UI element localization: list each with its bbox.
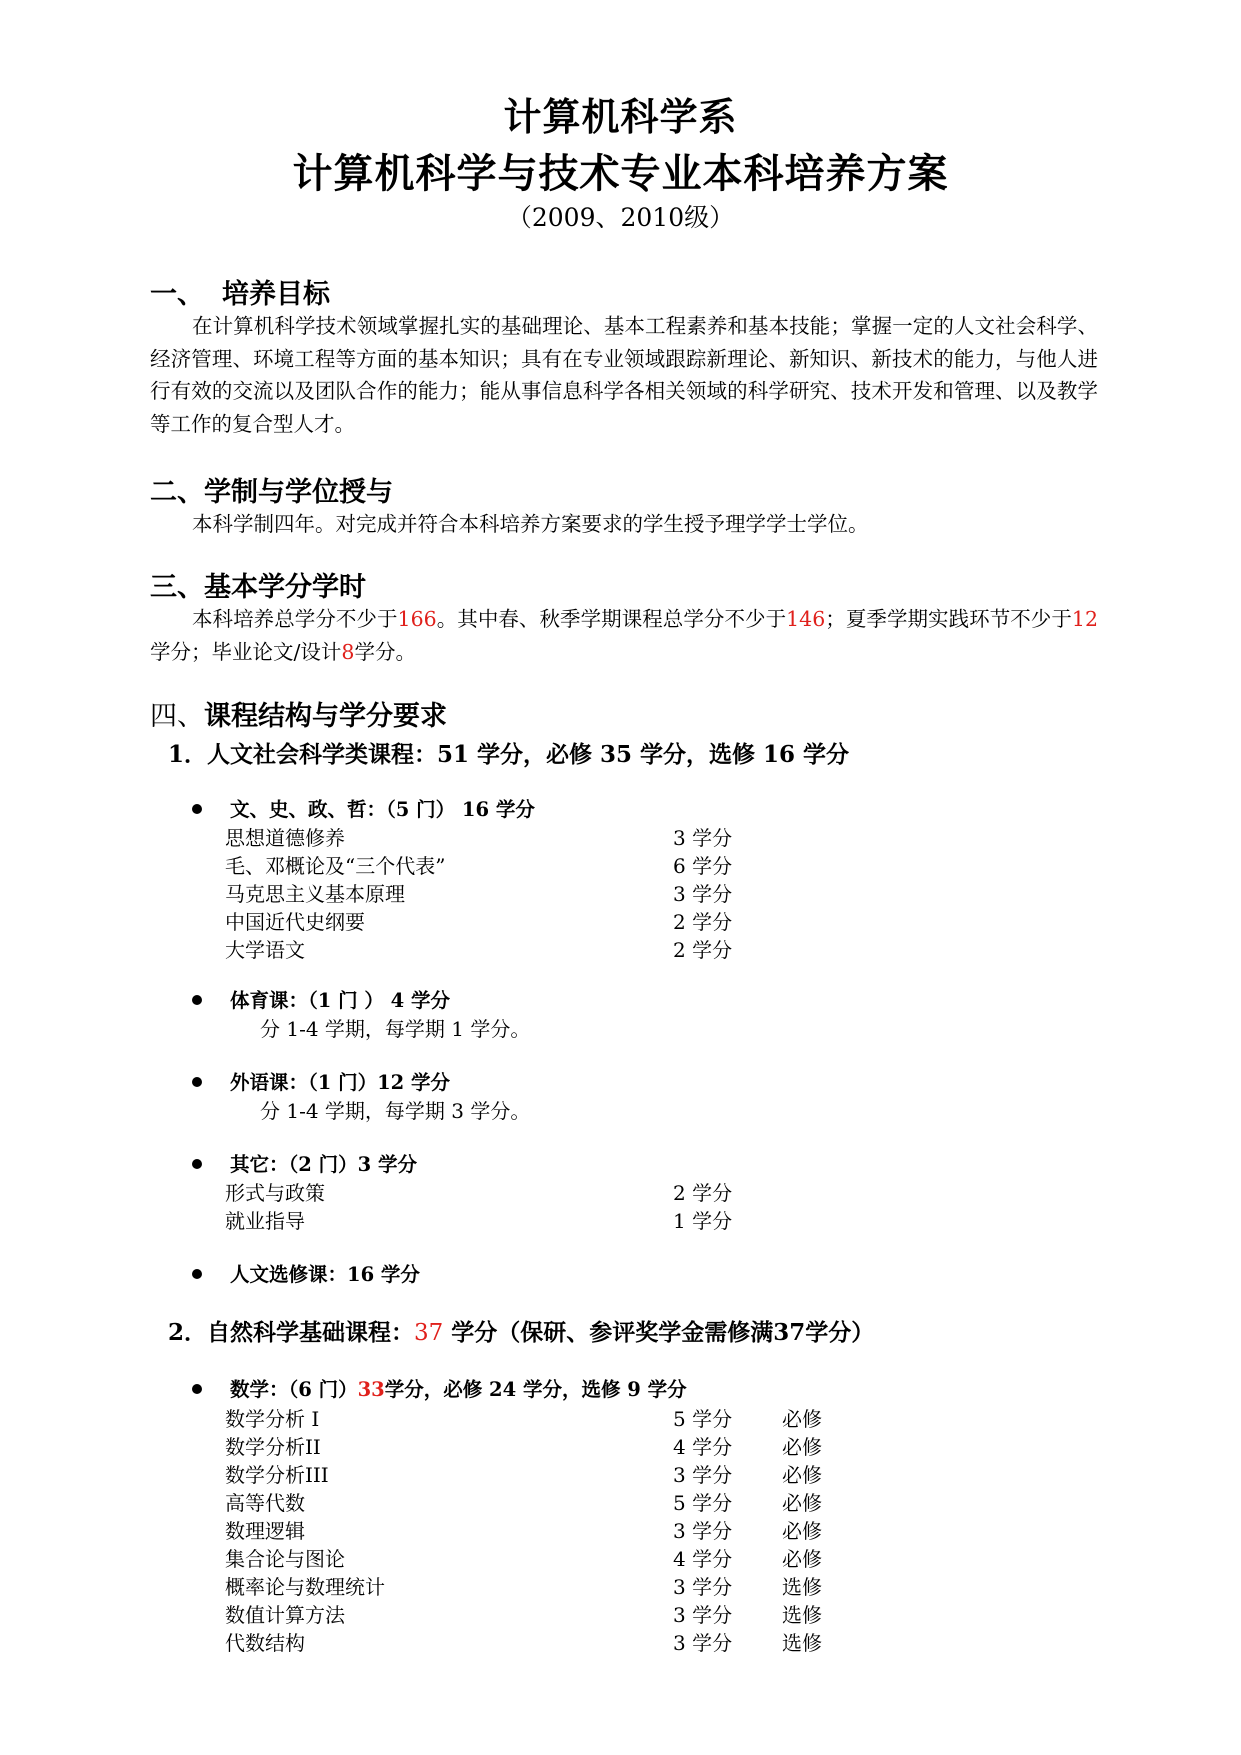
text-segment: 学分。 bbox=[354, 639, 416, 664]
bullet-label: 数学：（6 门） bbox=[230, 1378, 358, 1401]
summer-credits-value: 12 bbox=[1071, 607, 1099, 631]
semester-credits-value: 146 bbox=[786, 607, 826, 631]
course-row bbox=[225, 1543, 925, 1571]
text-segment: 学分；毕业论文/设计 bbox=[150, 639, 342, 664]
course-credit: 3 学分 bbox=[673, 882, 733, 906]
section-3-number: 三、 bbox=[150, 572, 204, 603]
course-name: 数学分析III bbox=[225, 1463, 329, 1487]
course-credit: 3 学分 bbox=[673, 826, 733, 850]
section-1-number: 一、 bbox=[150, 279, 204, 310]
text-segment: 。其中春、秋季学期课程总学分不少于 bbox=[436, 607, 787, 631]
course-name: 高等代数 bbox=[225, 1491, 305, 1515]
course-name: 形式与政策 bbox=[225, 1181, 325, 1205]
course-credit: 2 学分 bbox=[673, 1181, 733, 1205]
section-1-title: 培养目标 bbox=[222, 279, 330, 310]
section-1-heading bbox=[150, 272, 330, 311]
course-credit: 4 学分 bbox=[673, 1435, 733, 1459]
course-row bbox=[225, 1431, 925, 1459]
cohort-subtitle: （2009、2010级） bbox=[506, 203, 735, 232]
course-credit: 4 学分 bbox=[673, 1547, 733, 1571]
course-credit: 3 学分 bbox=[673, 1631, 733, 1655]
section-3-heading bbox=[150, 565, 366, 604]
section-4-number: 四、 bbox=[150, 701, 204, 732]
text-segment: 本科培养总学分不少于 bbox=[192, 607, 398, 631]
course-name: 数值计算方法 bbox=[225, 1603, 345, 1627]
bullet-foreign-language bbox=[192, 1067, 450, 1095]
course-name: 代数结构 bbox=[225, 1631, 305, 1655]
natural-science-credits-value: 37 bbox=[414, 1320, 444, 1346]
bullet-physical-education bbox=[192, 985, 450, 1013]
course-type: 选修 bbox=[782, 1575, 822, 1599]
humanities-heading: 1．人文社会科学类课程：51 学分，必修 35 学分，选修 16 学分 bbox=[168, 741, 850, 768]
bullet-mathematics bbox=[192, 1374, 687, 1402]
course-row bbox=[225, 1487, 925, 1515]
bullet-label: 文、史、政、哲：（5 门） 16 学分 bbox=[230, 798, 535, 821]
bullet-icon bbox=[192, 1269, 202, 1279]
course-name: 大学语文 bbox=[225, 938, 305, 962]
pe-note: 分 1-4 学期，每学期 1 学分。 bbox=[260, 1017, 531, 1041]
course-name: 马克思主义基本原理 bbox=[225, 882, 405, 906]
course-row bbox=[225, 850, 925, 878]
bullet-icon bbox=[192, 1077, 202, 1087]
math-credits-value: 33 bbox=[357, 1378, 385, 1401]
course-row bbox=[225, 822, 925, 850]
course-type: 必修 bbox=[782, 1491, 822, 1515]
language-note: 分 1-4 学期，每学期 3 学分。 bbox=[260, 1099, 531, 1123]
course-type: 必修 bbox=[782, 1407, 822, 1431]
bullet-label: 学分，必修 24 学分，选修 9 学分 bbox=[384, 1378, 687, 1401]
bullet-humanities-electives bbox=[192, 1259, 420, 1287]
section-2-heading bbox=[150, 470, 393, 509]
thesis-credits-value: 8 bbox=[341, 639, 355, 664]
course-row bbox=[225, 1403, 925, 1431]
course-credit: 6 学分 bbox=[673, 854, 733, 878]
course-name: 数学分析II bbox=[225, 1435, 321, 1459]
course-type: 选修 bbox=[782, 1631, 822, 1655]
course-credit: 3 学分 bbox=[673, 1575, 733, 1599]
natural-science-heading bbox=[168, 1314, 874, 1347]
course-row bbox=[225, 1515, 925, 1543]
section-2-number: 二、 bbox=[150, 477, 204, 508]
course-name: 中国近代史纲要 bbox=[225, 910, 365, 934]
course-row bbox=[225, 1571, 925, 1599]
text-segment: 2．自然科学基础课程： bbox=[168, 1319, 415, 1346]
course-row bbox=[225, 1627, 925, 1655]
course-credit: 1 学分 bbox=[673, 1209, 733, 1233]
section-4-title: 课程结构与学分要求 bbox=[204, 701, 447, 732]
course-type: 必修 bbox=[782, 1519, 822, 1543]
bullet-icon bbox=[192, 1159, 202, 1169]
course-row bbox=[225, 906, 925, 934]
course-name: 概率论与数理统计 bbox=[225, 1575, 385, 1599]
course-name: 就业指导 bbox=[225, 1209, 305, 1233]
course-row bbox=[225, 1205, 925, 1233]
course-credit: 3 学分 bbox=[673, 1519, 733, 1543]
course-type: 必修 bbox=[782, 1463, 822, 1487]
bullet-label: 其它：（2 门）3 学分 bbox=[230, 1153, 417, 1176]
course-type: 必修 bbox=[782, 1547, 822, 1571]
section-2-title: 学制与学位授与 bbox=[204, 477, 393, 508]
course-type: 必修 bbox=[782, 1435, 822, 1459]
course-type: 选修 bbox=[782, 1603, 822, 1627]
course-row bbox=[225, 934, 925, 962]
bullet-icon bbox=[192, 1384, 202, 1394]
program-title: 计算机科学与技术专业本科培养方案 bbox=[292, 150, 949, 197]
course-row bbox=[225, 1599, 925, 1627]
section-2-text: 本科学制四年。对完成并符合本科培养方案要求的学生授予理学学士学位。 bbox=[192, 512, 869, 536]
course-row bbox=[225, 1177, 925, 1205]
course-credit: 3 学分 bbox=[673, 1603, 733, 1627]
bullet-label: 外语课：（1 门）12 学分 bbox=[230, 1071, 451, 1094]
section-1-text: 在计算机科学技术领域掌握扎实的基础理论、基本工程素养和基本技能；掌握一定的人文社会科学、经济管理、环境工程等方面的基本知识；具有在专业领域跟踪新理论、新知识、新技术的能力，与他人进行有效的交流以及团队合作的能力；能从事信息科学各相关领域的科学研究、技术开发和管理、以及教学等工作的复合型人才。 bbox=[150, 314, 1098, 436]
section-3-text bbox=[150, 603, 1098, 668]
course-name: 毛、邓概论及“三个代表” bbox=[225, 854, 446, 878]
bullet-literature-history bbox=[192, 794, 535, 822]
text-segment: ；夏季学期实践环节不少于 bbox=[825, 607, 1072, 631]
section-3-title: 基本学分学时 bbox=[204, 572, 366, 603]
course-row bbox=[225, 1459, 925, 1487]
bullet-icon bbox=[192, 804, 202, 814]
text-segment: 学分（保研、参评奖学金需修满37学分） bbox=[443, 1319, 875, 1346]
department-title: 计算机科学系 bbox=[503, 94, 738, 139]
bullet-label: 体育课：（1 门 ） 4 学分 bbox=[230, 989, 451, 1012]
bullet-label: 人文选修课：16 学分 bbox=[230, 1263, 420, 1286]
course-credit: 5 学分 bbox=[673, 1407, 733, 1431]
course-credit: 2 学分 bbox=[673, 910, 733, 934]
course-row bbox=[225, 878, 925, 906]
bullet-other bbox=[192, 1149, 417, 1177]
total-credits-value: 166 bbox=[397, 607, 437, 631]
course-credit: 2 学分 bbox=[673, 938, 733, 962]
course-name: 数理逻辑 bbox=[225, 1519, 305, 1543]
course-credit: 5 学分 bbox=[673, 1491, 733, 1515]
course-name: 集合论与图论 bbox=[225, 1547, 345, 1571]
bullet-icon bbox=[192, 995, 202, 1005]
section-4-heading bbox=[150, 694, 447, 733]
course-name: 思想道德修养 bbox=[225, 826, 345, 850]
course-credit: 3 学分 bbox=[673, 1463, 733, 1487]
course-name: 数学分析 I bbox=[225, 1407, 320, 1431]
